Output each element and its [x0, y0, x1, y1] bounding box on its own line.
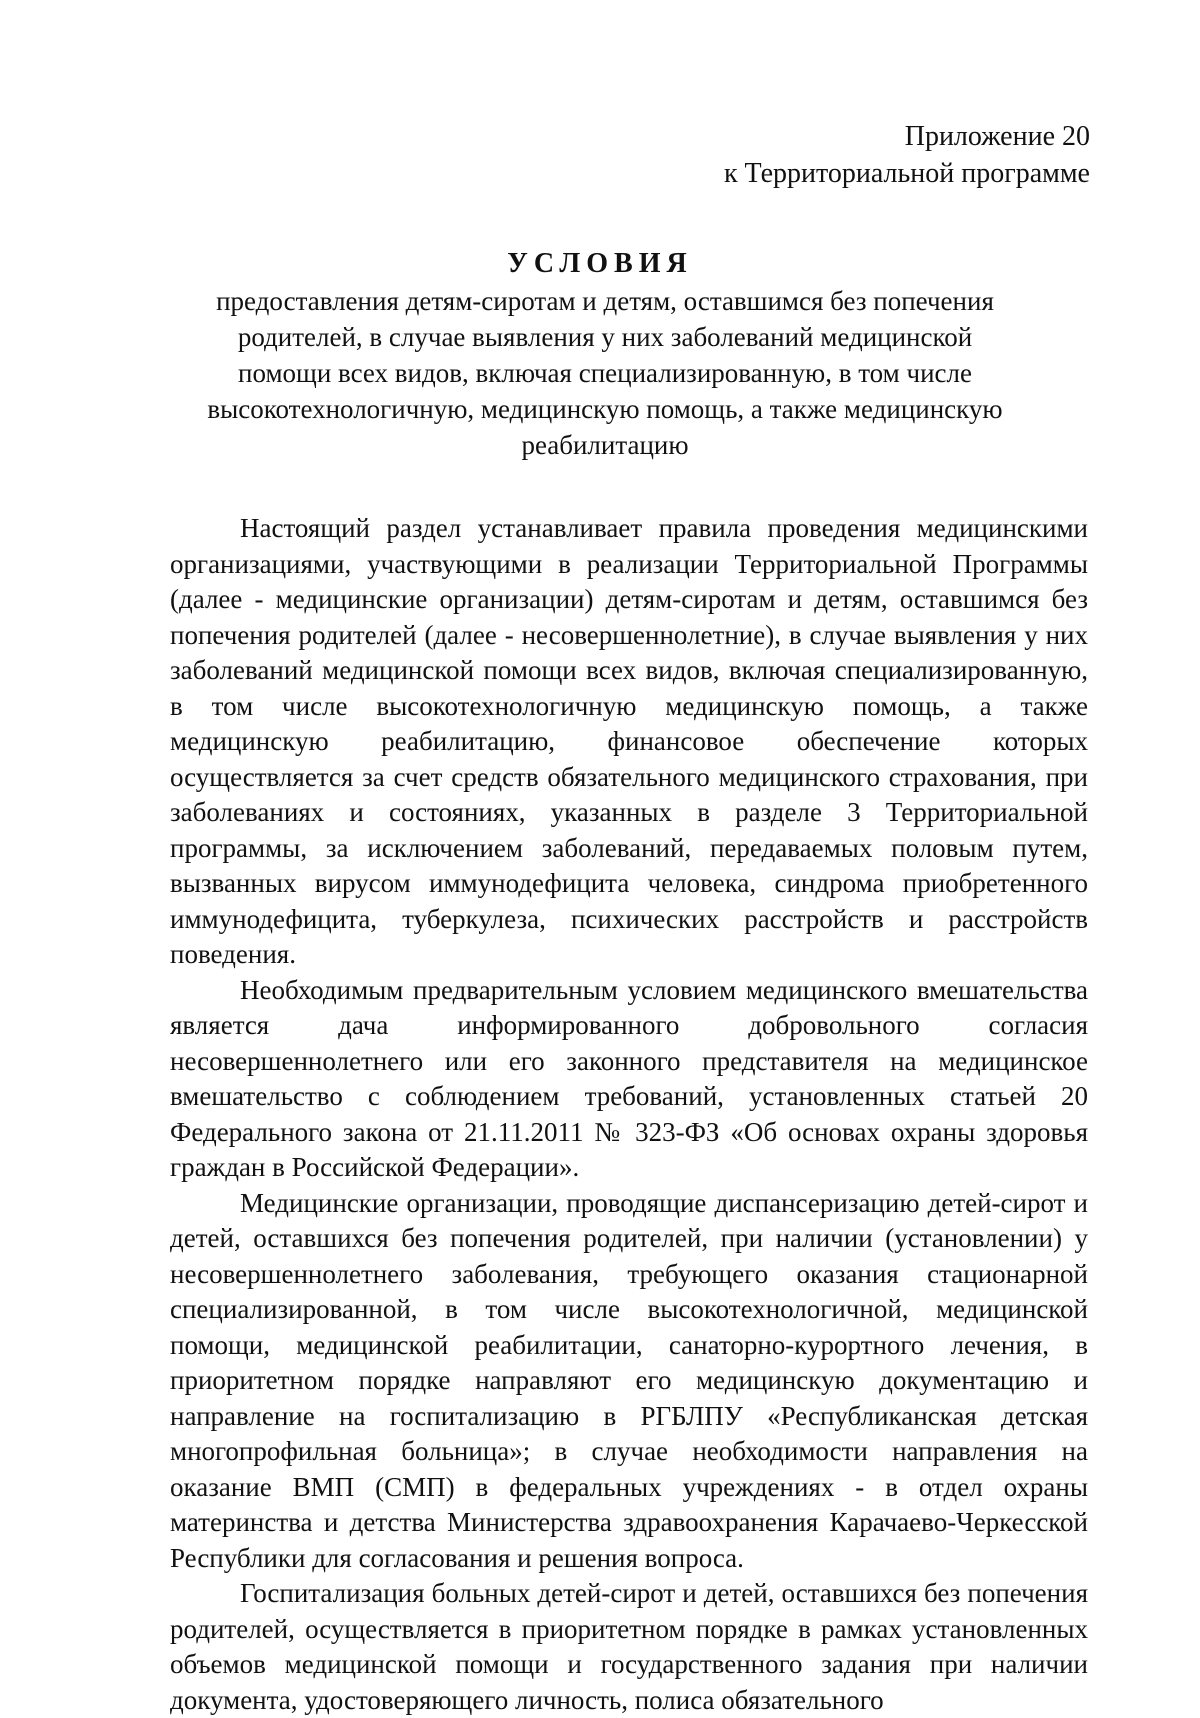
paragraph: Госпитализация больных детей-сирот и детей, оставшихся без попечения родителей, осуществляется в приоритетном порядке в рамках установленных объемов медицинской помощи и государственного задания при наличии документа, удостоверяющего личность, полиса обязательного [170, 1578, 1088, 1715]
paragraph: Настоящий раздел устанавливает правила проведения медицинскими организациями, участвующими в реализации Территориальной Программы (далее - медицинские организации) детям-сиротам и детям, оставшимся без попечения родителей (далее - несовершеннолетние), в случае выявления у них заболеваний медицинской помощи всех видов, включая специализированную, в том числе высокотехнологичную медицинскую помощь, а также медицинскую реабилитацию, финансовое обеспечение которых осуществляется за счет средств обязательного медицинского страхования, при заболеваниях и состояниях, указанных в разделе 3 Территориальной программы, за исключением заболеваний, передаваемых половым путем, вызванных вирусом иммунодефицита человека, синдрома приобретенного иммунодефицита, туберкулеза, психических расстройств и расстройств поведения. [170, 513, 1088, 969]
appendix-header [724, 118, 1090, 192]
paragraph: Медицинские организации, проводящие диспансеризацию детей-сирот и детей, оставшихся без попечения родителей, при наличии (установлении) у несовершеннолетнего заболевания, требующего оказания стационарной специализированной, в том числе высокотехнологичной, медицинской помощи, медицинской реабилитации, санаторно-курортного лечения, в приоритетном порядке направляют его медицинскую документацию и направление на госпитализацию в РГБЛПУ «Республиканская детская многопрофильная больница»; в случае необходимости направления на оказание ВМП (СМП) в федеральных учреждениях - в отдел охраны материнства и детства Министерства здравоохранения Карачаево-Черкесской Республики для согласования и решения вопроса. [170, 1187, 1088, 1573]
appendix-reference: к Территориальной программе [723, 158, 1090, 189]
document-title: УСЛОВИЯ [507, 248, 693, 279]
document-subtitle: предоставления детям-сиротам и детям, оставшимся без попечения родителей, в случае выявления у них заболеваний медицинской помощи всех видов, включая специализированную, в том числе высокотехнологичную, медицинскую помощь, а также медицинскую реабилитацию [207, 286, 1003, 460]
paragraph: Необходимым предварительным условием медицинского вмешательства является дача информированного добровольного согласия несовершеннолетнего или его законного представителя на медицинское вмешательство с соблюдением требований, установленных статьей 20 Федерального закона от 21.11.2011 № 323-ФЗ «Об основах охраны здоровья граждан в Российской Федерации». [170, 974, 1088, 1182]
appendix-number: Приложение 20 [904, 121, 1090, 152]
document-body [170, 511, 1088, 1718]
